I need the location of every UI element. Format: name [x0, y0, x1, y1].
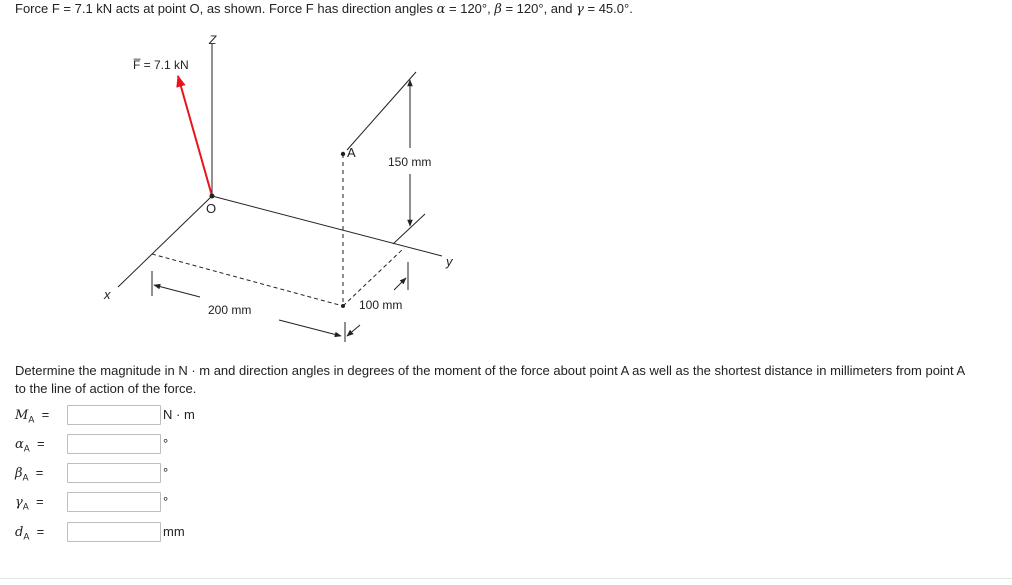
alpha-angle-input[interactable]: [67, 434, 161, 454]
distance-equals: =: [36, 524, 45, 539]
gamma-angle-label: [15, 494, 60, 512]
distance-unit: mm: [163, 524, 185, 539]
gamma-angle-unit: °: [163, 494, 169, 509]
beta-angle-equals: =: [35, 465, 44, 480]
distance-subscript: A: [23, 531, 30, 542]
bottom-divider: [0, 578, 1012, 579]
dim-100-arrow-b: [394, 278, 406, 290]
beta-angle-subscript: A: [22, 472, 29, 483]
gamma-angle-input[interactable]: [67, 492, 161, 512]
extension-line-top: [347, 72, 416, 150]
y-axis: [212, 196, 442, 256]
question-text: Determine the magnitude in N · m and direction angles in degrees of the moment of the force about point A as well as the shortest distance in millimeters from point A to the line of action of the force.: [15, 363, 965, 396]
statement-text: Force F = 7.1 kN acts at point O, as shown. Force F has direction angles: [15, 1, 433, 16]
force-label: F̅ = 7.1 kN: [133, 58, 189, 72]
dashed-line-x-offset: [152, 254, 343, 306]
alpha-angle-subscript: A: [23, 443, 30, 454]
alpha-angle-equals: =: [37, 436, 45, 451]
beta-angle-input[interactable]: [67, 463, 161, 483]
point-a-label: A: [347, 145, 356, 160]
distance-label: [15, 524, 60, 542]
dim-100-arrow-a: [347, 325, 360, 336]
base-point-dot: [341, 304, 345, 308]
dim-200-label: 200 mm: [208, 303, 252, 317]
dim-100-label: 100 mm: [359, 298, 403, 312]
moment-magnitude-symbol: M: [15, 408, 29, 423]
gamma-value: = 45.0°.: [583, 1, 633, 16]
alpha-angle-symbol: α: [15, 437, 24, 452]
alpha-angle-label: [15, 436, 60, 454]
force-vector: [178, 76, 212, 196]
gamma-angle-symbol: γ: [15, 495, 23, 510]
x-axis-label: x: [104, 287, 111, 302]
moment-magnitude-input[interactable]: [67, 405, 161, 425]
point-a-dot: [341, 152, 345, 156]
moment-magnitude-subscript: A: [28, 414, 35, 425]
point-o-label: O: [206, 201, 217, 216]
beta-angle-unit: °: [163, 465, 169, 480]
beta-symbol: β: [494, 2, 502, 17]
beta-value: = 120°, and: [501, 1, 577, 16]
distance-symbol: d: [15, 525, 24, 540]
gamma-symbol: γ: [576, 2, 584, 17]
dim-200-arrow-right: [279, 320, 341, 336]
distance-input[interactable]: [67, 522, 161, 542]
z-axis-label: Z: [209, 33, 217, 47]
beta-angle-label: [15, 465, 60, 483]
x-axis: [118, 196, 212, 287]
alpha-value: = 120°,: [445, 1, 495, 16]
gamma-angle-equals: =: [36, 494, 44, 509]
y-axis-label: y: [446, 254, 453, 269]
gamma-angle-subscript: A: [22, 501, 29, 512]
dim-200-arrow-left: [154, 285, 200, 297]
point-o-dot: [210, 194, 215, 199]
dim-150-label: 150 mm: [388, 155, 432, 169]
moment-magnitude-label: [15, 407, 60, 425]
moment-magnitude-unit: N · m: [163, 407, 195, 422]
moment-magnitude-equals: =: [41, 407, 50, 422]
alpha-angle-unit: °: [163, 436, 169, 451]
alpha-symbol: α: [436, 2, 446, 17]
beta-angle-symbol: β: [15, 466, 23, 481]
extension-line-bottom: [393, 214, 425, 244]
